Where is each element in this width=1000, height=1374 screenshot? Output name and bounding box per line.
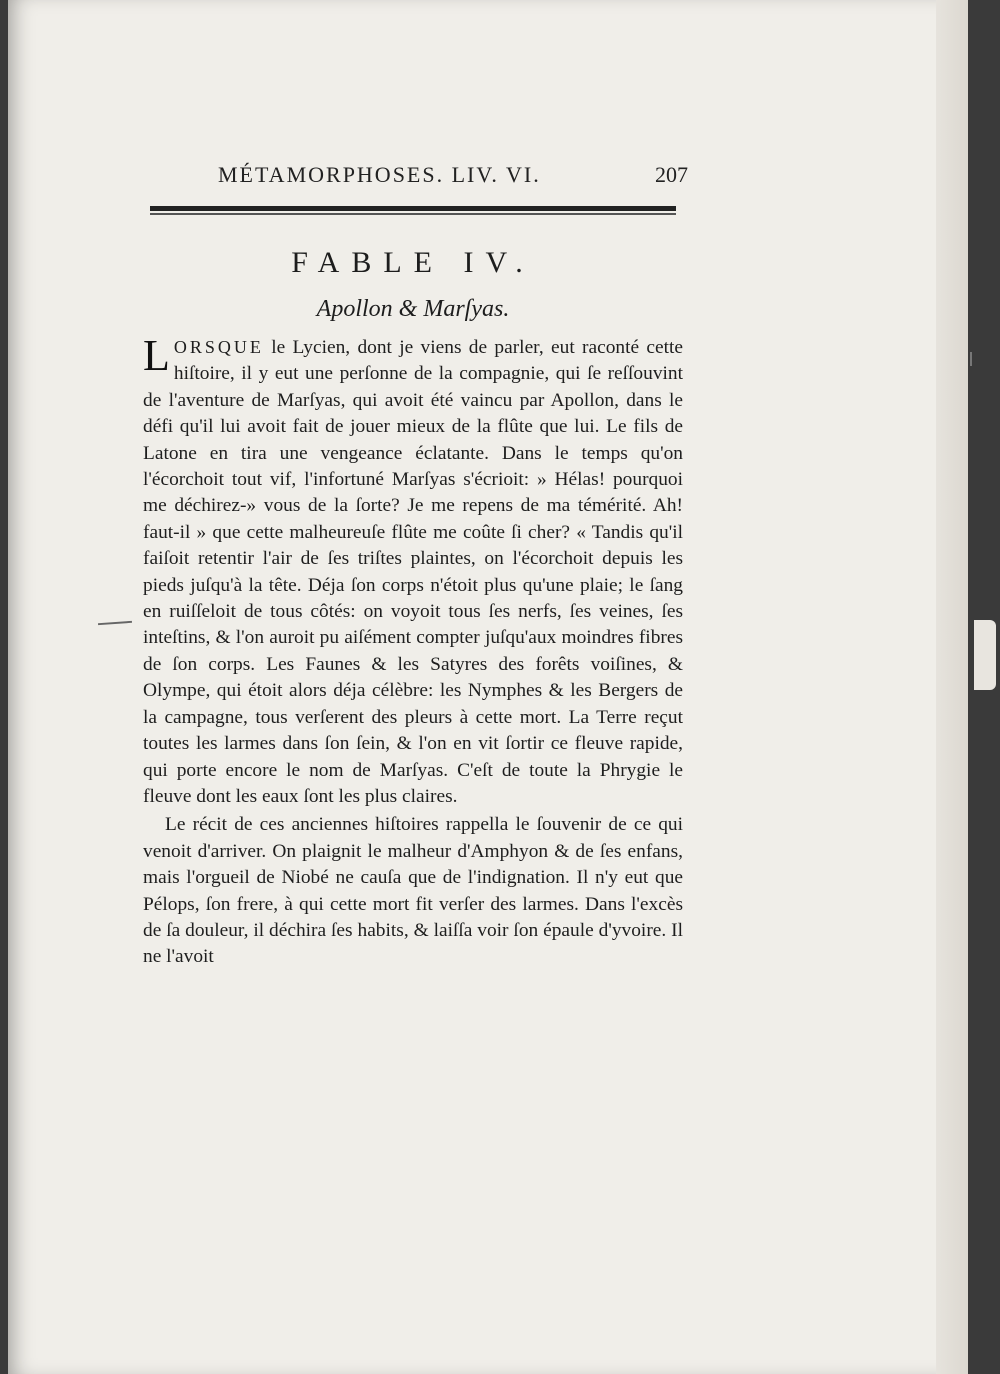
running-head-title: MÉTAMORPHOSES. LIV. VI. bbox=[218, 162, 541, 187]
fable-title: FABLE IV. bbox=[291, 246, 535, 279]
paragraph-2: Le récit de ces anciennes hiſtoires rappella le ſouvenir de ce qui venoit d'arriver. On plaignit le malheur d'Amphyon & de ſes enfans, mais l'orgueil de Niobé ne cauſa que de l'indignation. Il n'y eut que Pélops, ſon frere, à qui cette mort fit verſer des larmes. Dans l'excès de ſa douleur, il déchira ſes habits, & laiſſa voir ſon épaule d'yvoire. Il ne l'avoit bbox=[143, 814, 683, 968]
page-tab bbox=[974, 620, 996, 690]
drop-cap: L bbox=[143, 331, 170, 380]
running-head bbox=[218, 162, 688, 192]
page-number: 207 bbox=[655, 162, 688, 187]
opening-smallcaps: ORSQUE bbox=[173, 337, 264, 357]
margin-tick-mark bbox=[970, 352, 972, 366]
header-rule bbox=[150, 206, 676, 216]
paragraph-1-text: le Lycien, dont je viens de parler, eut raconté cette hiſtoire, il y eut une perſonne de la compagnie, qui ſe reſſouvint de l'aventure de Marſyas, qui avoit été vaincu par Apollon, dans le défi qu'il lui avoit fait de jouer mieux de la flûte que lui. Le fils de Latone en tira une vengeance éclatante. Dans le temps qu'on l'écorchoit tout vif, l'infortuné Marſyas s'écrioit: » Hélas! pourquoi me déchirez-» vous de la ſorte? Je me repens de ma témérité. Ah! faut-il » que cette malheureuſe flûte me coûte ſi cher? « Tandis qu'il faiſoit retentir l'air de ſes triſtes plaintes, on l'écorchoit depuis les pieds juſqu'à la tête. Déja ſon corps n'étoit plus qu'une plaie; le ſang en ruiſſeloit de tous côtés: on voyoit tous ſes nerfs, ſes veines, ſes inteſtins, & l'on auroit pu aiſément compter juſqu'aux moindres fibres de ſon corps. Les Faunes & les Satyres des forêts voiſines, & Olympe, qui étoit alors déja célèbre: les Nymphes & les Bergers de la campagne, tous verſerent des pleurs à cette mort. La Terre reçut toutes les larmes dans ſon ſein, & l'on en vit ſortir ce fleuve rapide, qui porte encore le nom de Marſyas. C'eſt de toute la Phrygie le fleuve dont les eaux ſont les plus claires. bbox=[143, 337, 683, 807]
header-rule-thick bbox=[150, 206, 676, 211]
header-rule-thin bbox=[150, 213, 676, 215]
margin-pen-mark bbox=[98, 621, 132, 625]
book-page bbox=[8, 0, 968, 1374]
fable-subtitle: Apollon & Marſyas. bbox=[316, 296, 510, 322]
paragraph-1 bbox=[143, 331, 683, 810]
body-text bbox=[143, 331, 683, 971]
page-edge bbox=[936, 0, 968, 1374]
